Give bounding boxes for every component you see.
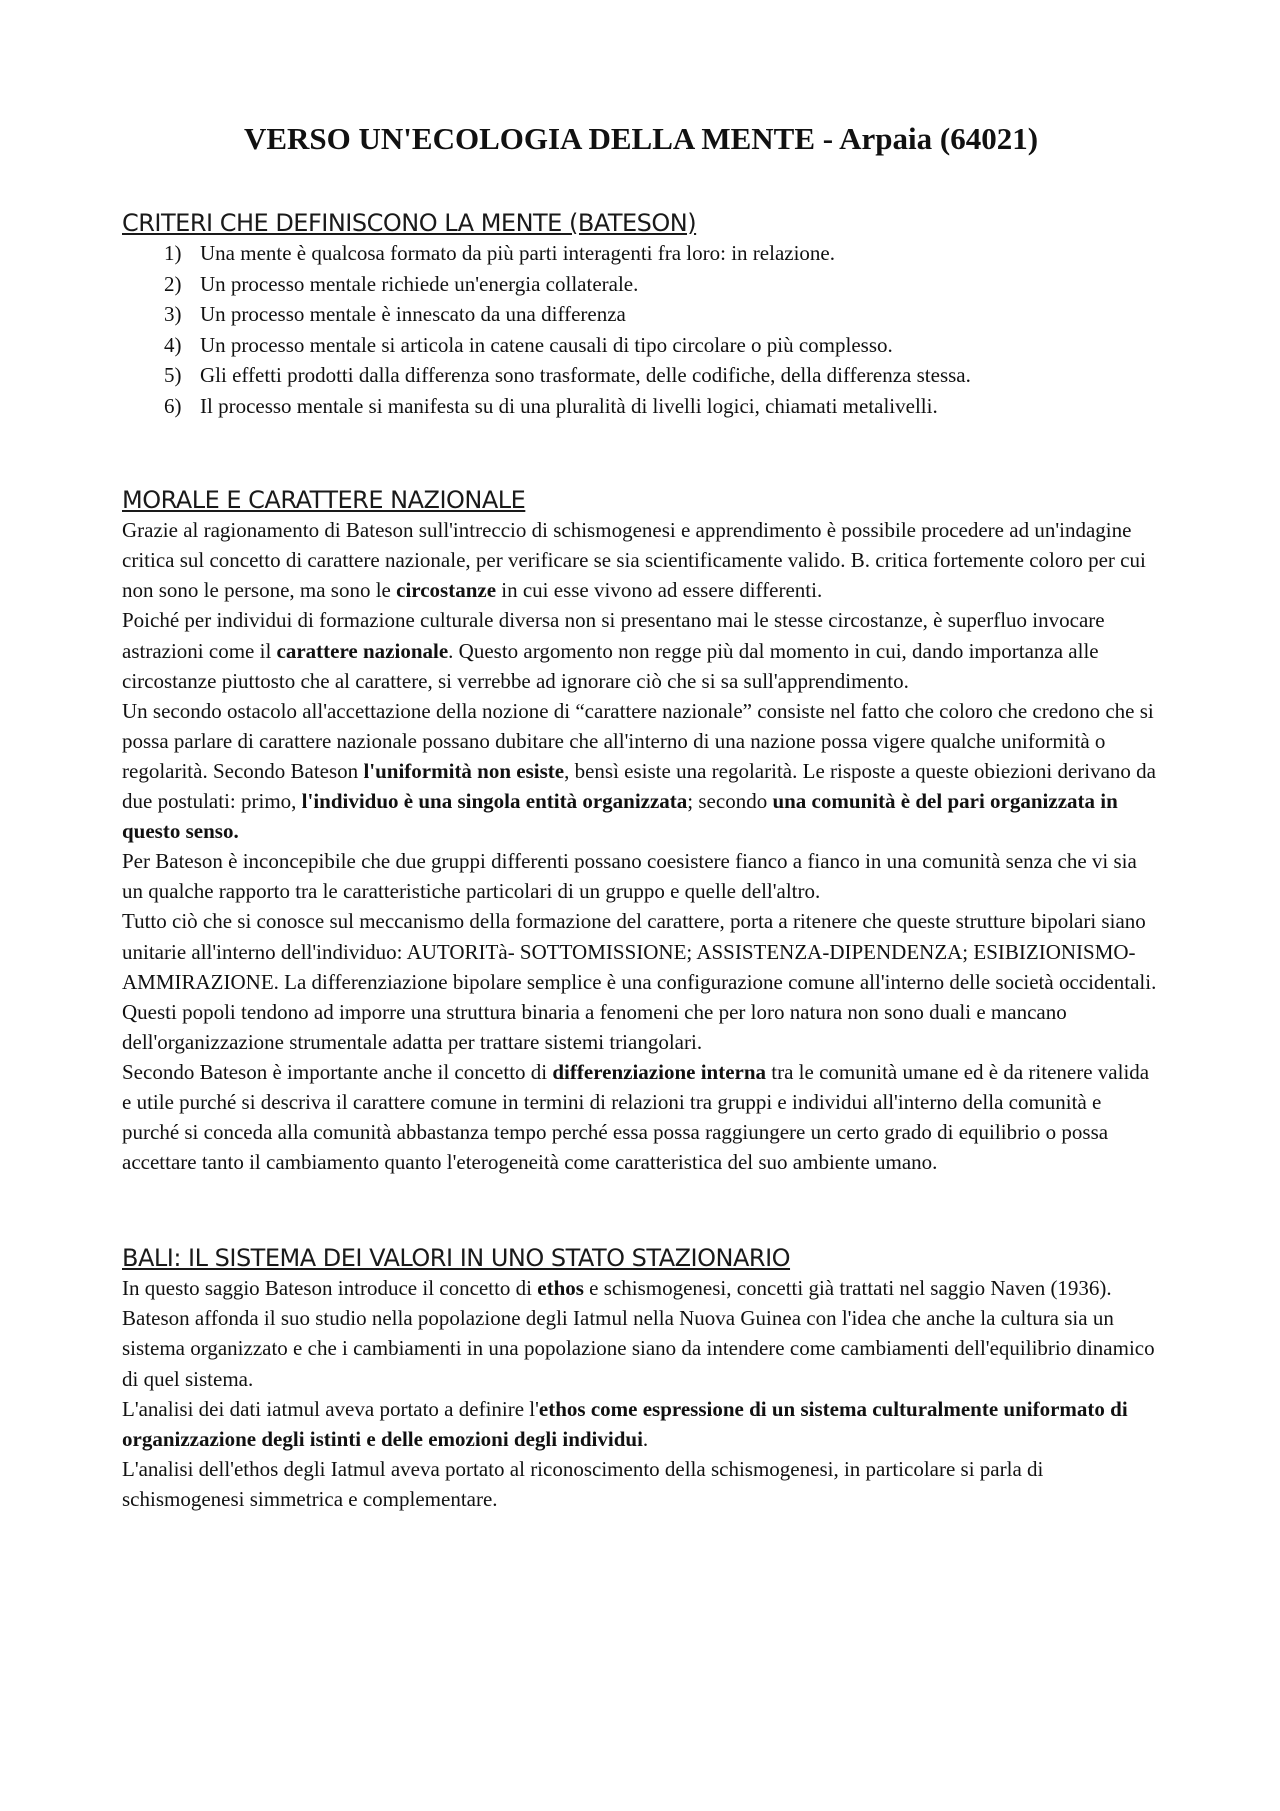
- list-item-text: Il processo mentale si manifesta su di una pluralità di livelli logici, chiamati metalivelli.: [200, 393, 938, 418]
- text-run: , bensì esiste una regolarità. Le risposte a queste obiezioni derivano da due postulati: primo,: [122, 758, 1156, 814]
- list-item: [164, 238, 1160, 269]
- bold-text: carattere nazionale: [276, 638, 449, 663]
- bold-text: ethos: [537, 1276, 584, 1301]
- paragraph: [122, 1273, 1160, 1393]
- list-number: 3): [164, 302, 182, 327]
- list-number: 2): [164, 271, 182, 296]
- list-item: [164, 391, 1160, 422]
- list-item-text: Un processo mentale si articola in catene causali di tipo circolare o più complesso.: [200, 332, 893, 357]
- page-title: VERSO UN'ECOLOGIA DELLA MENTE - Arpaia (64021): [243, 121, 1039, 156]
- paragraph: [122, 1057, 1160, 1177]
- text-run: . Questo argomento non regge più dal momento in cui, dando importanza alle circostanze piuttosto che al carattere, si verrebbe ad ignorare ciò che si sa sull'apprendimento.: [122, 638, 1099, 693]
- section-heading-morale: MORALE E CARATTERE NAZIONALE: [122, 486, 526, 515]
- paragraph: [122, 1394, 1160, 1454]
- list-number: 1): [164, 241, 182, 266]
- text-run: Poiché per individui di formazione culturale diversa non si presentano mai le stesse circostanze, è superfluo invocare astrazioni come il: [122, 608, 1105, 663]
- text-run: Grazie al ragionamento di Bateson sull'intreccio di schismogenesi e apprendimento è possibile procedere ad un'indagine critica sul concetto di carattere nazionale, per verificare se sia scientificamente valido. B. critica fortemente coloro per cui non sono le persone, ma sono le: [122, 518, 1146, 603]
- list-item-text: Una mente è qualcosa formato da più parti interagenti fra loro: in relazione.: [200, 241, 835, 266]
- paragraph: L'analisi dell'ethos degli Iatmul aveva portato al riconoscimento della schismogenesi, in particolare si parla di schismogenesi simmetrica e complementare.: [122, 1456, 1044, 1511]
- text-run: Un secondo ostacolo all'accettazione della nozione di “carattere nazionale” consiste nel fatto che coloro che credono che si possa parlare di carattere nazionale possano dubitare che all'interno di una nazione possa vigere qualche uniformità o regolarità. Secondo Bateson: [122, 698, 1154, 783]
- list-item: [164, 299, 1160, 330]
- list-item-text: Un processo mentale richiede un'energia collaterale.: [200, 271, 639, 296]
- section-heading-bali: BALI: IL SISTEMA DEI VALORI IN UNO STATO STAZIONARIO: [122, 1244, 791, 1273]
- text-run: .: [642, 1426, 649, 1451]
- text-run: tra le comunità umane ed è da ritenere valida e utile purché si descriva il carattere comune in termini di relazioni tra gruppi e individui all'interno della comunità e purché si conceda alla comunità abbastanza tempo perché essa possa raggiungere un certo grado di equilibrio o possa accettare tanto il cambiamento quanto l'eterogeneità come caratteristica del suo ambiente umano.: [122, 1059, 1150, 1175]
- bold-text: una comunità è del pari organizzata in questo senso.: [122, 789, 1118, 844]
- criteria-list: [122, 238, 1160, 421]
- list-number: 6): [164, 393, 182, 418]
- list-item: [164, 330, 1160, 361]
- list-item: [164, 360, 1160, 391]
- bold-text: circostanze: [396, 578, 497, 603]
- text-run: e schismogenesi, concetti già trattati nel saggio Naven (1936). Bateson affonda il suo studio nella popolazione degli Iatmul nella Nuova Guinea con l'idea che anche la cultura sia un sistema organizzato e che i cambiamenti in una popolazione siano da intendere come cambiamenti dell'equilibrio dinamico di quel sistema.: [122, 1276, 1155, 1391]
- bold-text: differenziazione interna: [552, 1059, 767, 1084]
- paragraph: Per Bateson è inconcepibile che due gruppi differenti possano coesistere fianco a fianco in una comunità senza che vi sia un qualche rapporto tra le caratteristiche particolari di un gruppo e quelle dell'altro.: [122, 849, 1137, 904]
- text-run: Secondo Bateson è importante anche il concetto di: [122, 1059, 553, 1084]
- list-item-text: Gli effetti prodotti dalla differenza sono trasformate, delle codifiche, della differenza stessa.: [200, 363, 971, 388]
- paragraph: Tutto ciò che si conosce sul meccanismo della formazione del carattere, porta a ritenere che queste strutture bipolari siano unitarie all'interno dell'individuo: AUTORITà- SOTTOMISSIONE; ASSISTENZA-DIPENDENZA; ESIBIZIONISMO-AMMIRAZIONE. La differenziazione bipolare semplice è una configurazione comune all'interno delle società occidentali. Questi popoli tendono ad imporre una struttura binaria a fenomeni che per loro natura non sono duali e mancano dell'organizzazione strumentale adatta per trattare sistemi triangolari.: [122, 909, 1157, 1054]
- list-item-text: Un processo mentale è innescato da una differenza: [200, 302, 626, 327]
- text-run: ; secondo: [687, 789, 773, 814]
- text-run: In questo saggio Bateson introduce il concetto di: [122, 1276, 538, 1301]
- bold-text: ethos come espressione di un sistema culturalmente uniformato di organizzazione degli istinti e delle emozioni degli individui: [122, 1396, 1128, 1451]
- paragraph: [122, 605, 1160, 695]
- list-number: 5): [164, 363, 182, 388]
- paragraph: [122, 696, 1160, 846]
- paragraph: [122, 515, 1160, 605]
- text-run: L'analisi dei dati iatmul aveva portato a definire l': [122, 1396, 539, 1421]
- section-heading-criteri: CRITERI CHE DEFINISCONO LA MENTE (BATESON): [122, 209, 697, 238]
- bold-text: l'individuo è una singola entità organizzata: [301, 789, 688, 814]
- text-run: in cui esse vivono ad essere differenti.: [496, 578, 823, 603]
- bold-text: l'uniformità non esiste: [363, 758, 565, 783]
- list-item: [164, 269, 1160, 300]
- list-number: 4): [164, 332, 182, 357]
